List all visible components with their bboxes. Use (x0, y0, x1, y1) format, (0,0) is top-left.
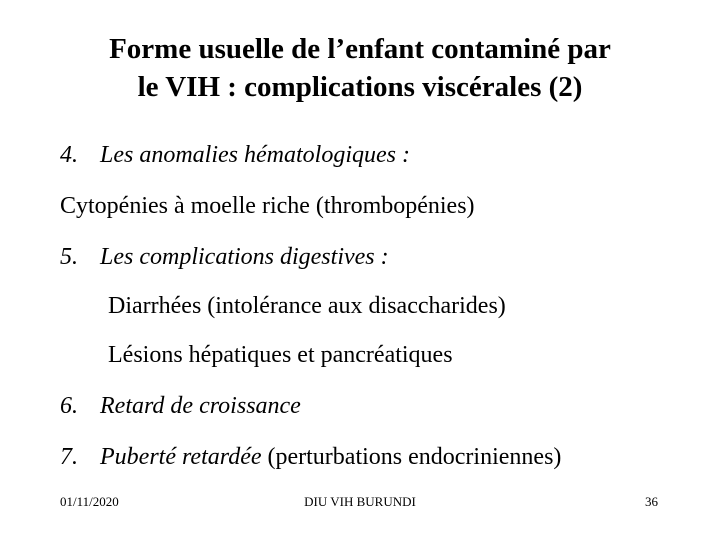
slide-title-line-2: le VIH : complications viscérales (2) (137, 71, 583, 103)
item-5-number: 5. (60, 244, 78, 270)
item-6-text: Retard de croissance (100, 393, 301, 419)
item-5-heading (60, 242, 389, 272)
item-4-detail: Cytopénies à moelle riche (thrombopénies) (60, 193, 475, 219)
item-4-heading (60, 140, 410, 170)
slide-title-line-1: Forme usuelle de l’enfant contaminé par (109, 33, 611, 65)
item-6-heading (60, 391, 301, 421)
item-7-text-normal: (perturbations endocriniennes) (261, 444, 562, 470)
item-4-text: Les anomalies hématologiques : (100, 142, 410, 168)
footer-center-text: DIU VIH BURUNDI (304, 494, 416, 509)
item-5-detail-2: Lésions hépatiques et pancréatiques (108, 342, 453, 368)
item-4-number: 4. (60, 142, 78, 168)
item-7-number: 7. (60, 444, 78, 470)
item-5-detail-1: Diarrhées (intolérance aux disaccharides) (108, 293, 506, 319)
footer-date: 01/11/2020 (60, 494, 119, 509)
item-7-heading (60, 442, 561, 472)
item-7-text-italic: Puberté retardée (100, 444, 262, 470)
footer-page-number: 36 (645, 494, 658, 509)
slide-title (40, 30, 680, 106)
item-6-number: 6. (60, 393, 78, 419)
item-5-text: Les complications digestives : (100, 244, 389, 270)
